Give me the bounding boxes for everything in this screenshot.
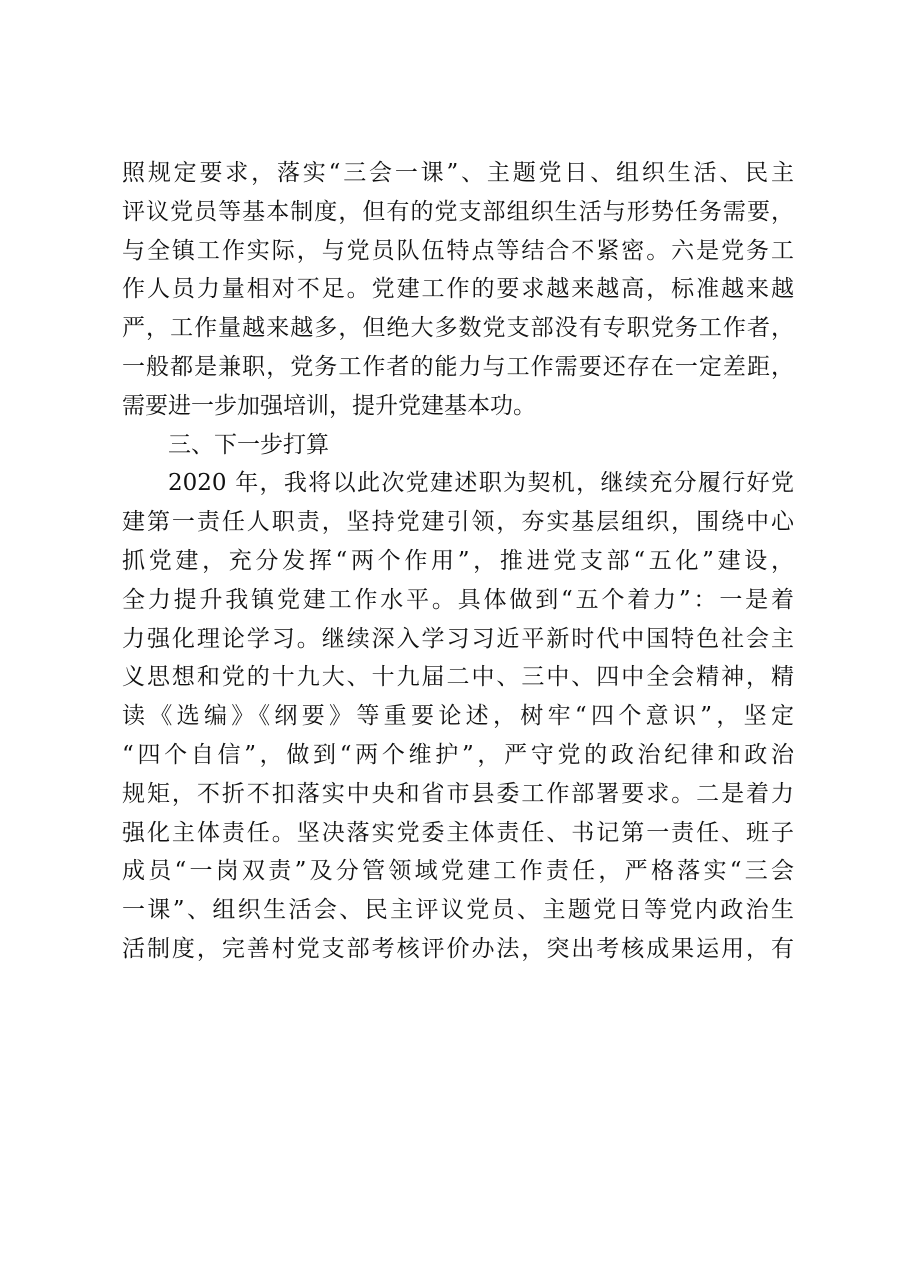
text-line: 强化主体责任。坚决落实党委主体责任、书记第一责任、班子 bbox=[122, 819, 794, 846]
document-body bbox=[122, 154, 794, 969]
text-line: 成员“一岗双责”及分管领域党建工作责任，严格落实“三会 bbox=[122, 858, 794, 885]
text-line: 与全镇工作实际，与党员队伍特点等结合不紧密。六是党务工 bbox=[122, 237, 794, 264]
text-line: 力强化理论学习。继续深入学习习近平新时代中国特色社会主 bbox=[122, 625, 794, 652]
text-line: 建第一责任人职责，坚持党建引领，夯实基层组织，围绕中心 bbox=[122, 509, 794, 536]
text-line: 全力提升我镇党建工作水平。具体做到“五个着力”：一是着 bbox=[122, 586, 794, 613]
text-line: 需要进一步加强培训，提升党建基本功。 bbox=[122, 392, 536, 419]
text-line: 抓党建，充分发挥“两个作用”，推进党支部“五化”建设， bbox=[122, 547, 794, 574]
text-line: 一课”、组织生活会、民主评议党员、主题党日等党内政治生 bbox=[122, 897, 794, 924]
section-heading bbox=[122, 426, 794, 465]
text-line: 评议党员等基本制度，但有的党支部组织生活与形势任务需要， bbox=[122, 198, 794, 225]
paragraph-plan-2020 bbox=[122, 464, 794, 968]
text-line: 规矩，不折不扣落实中央和省市县委工作部署要求。二是着力 bbox=[122, 780, 794, 807]
text-line: 一般都是兼职，党务工作者的能力与工作需要还存在一定差距， bbox=[122, 353, 794, 380]
text-line: “四个自信”，做到“两个维护”，严守党的政治纪律和政治 bbox=[122, 741, 794, 768]
text-line: 读《选编》《纲要》等重要论述，树牢“四个意识”，坚定 bbox=[122, 703, 794, 730]
heading-next-steps: 三、下一步打算 bbox=[168, 431, 329, 458]
text-line: 活制度，完善村党支部考核评价办法，突出考核成果运用，有 bbox=[122, 935, 794, 962]
paragraph-weakness-six bbox=[122, 154, 794, 426]
text-line: 作人员力量相对不足。党建工作的要求越来越高，标准越来越 bbox=[122, 276, 794, 303]
text-line: 义思想和党的十九大、十九届二中、三中、四中全会精神，精 bbox=[122, 664, 794, 691]
text-line: 2020 年，我将以此次党建述职为契机，继续充分履行好党 bbox=[168, 470, 794, 497]
text-line: 照规定要求，落实“三会一课”、主题党日、组织生活、民主 bbox=[122, 160, 794, 186]
text-line: 严，工作量越来越多，但绝大多数党支部没有专职党务工作者， bbox=[122, 315, 794, 342]
